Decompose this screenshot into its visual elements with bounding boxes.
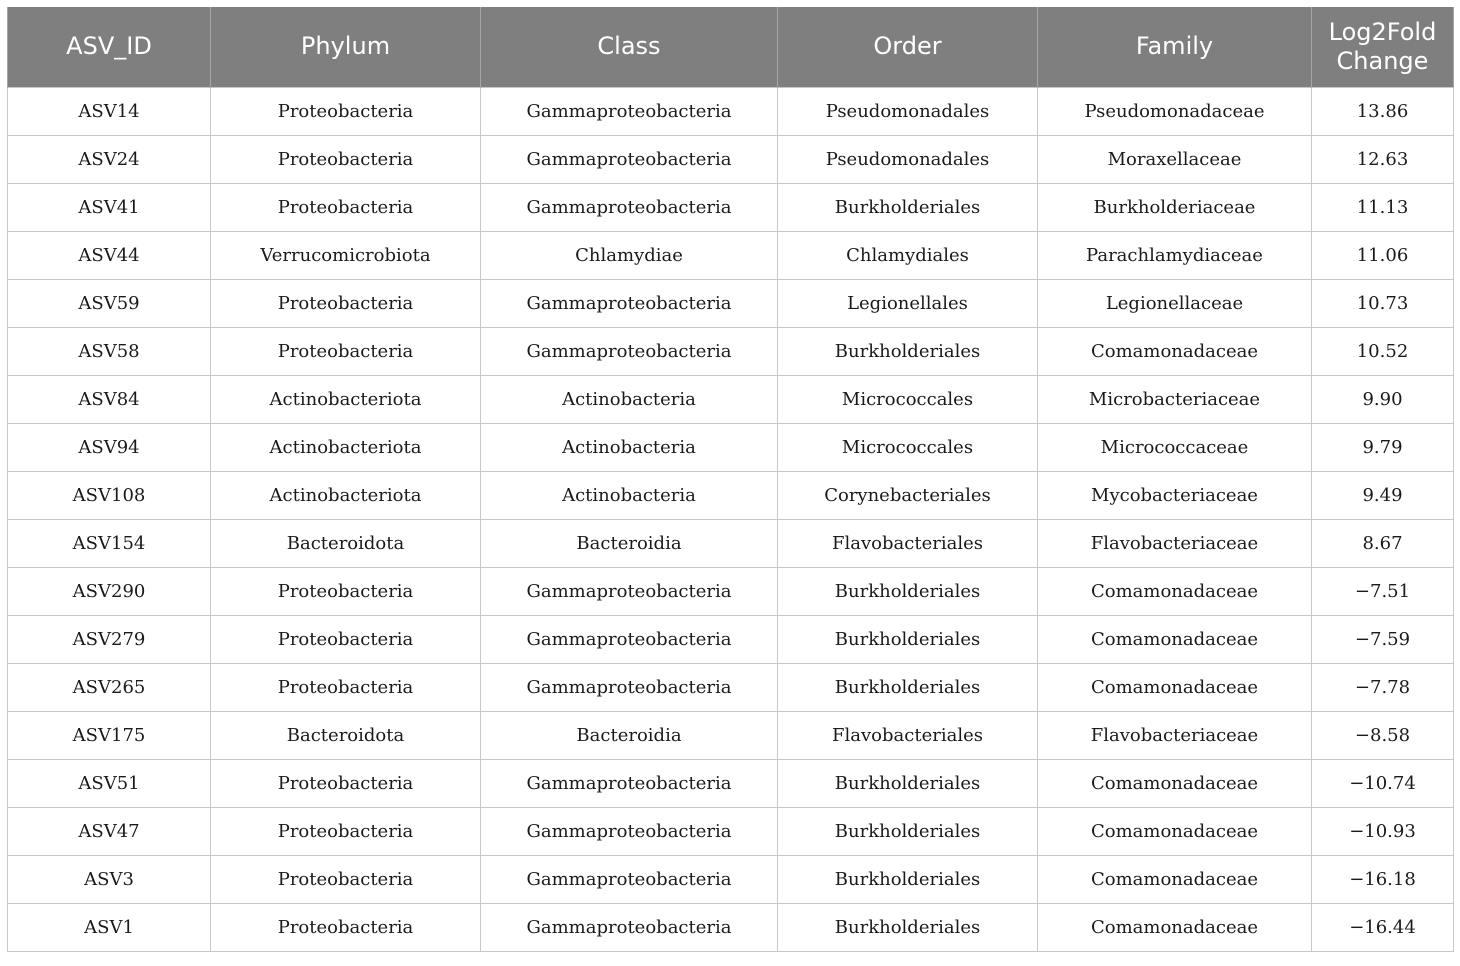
family-cell: Comamonadaceae — [1038, 663, 1312, 711]
class-cell: Actinobacteria — [481, 375, 778, 423]
table-header — [8, 7, 1454, 87]
table-body — [8, 87, 1454, 951]
asv-id-cell: ASV84 — [8, 375, 211, 423]
asv-id-cell: ASV290 — [8, 567, 211, 615]
class-cell: Actinobacteria — [481, 423, 778, 471]
class-cell: Gammaproteobacteria — [481, 759, 778, 807]
asv-id-cell: ASV59 — [8, 279, 211, 327]
log2fold-change-cell: 9.90 — [1312, 375, 1454, 423]
order-cell: Burkholderiales — [778, 183, 1038, 231]
family-cell: Comamonadaceae — [1038, 807, 1312, 855]
asv-id-cell: ASV154 — [8, 519, 211, 567]
family-cell: Flavobacteriaceae — [1038, 519, 1312, 567]
log2fold-change-cell: −16.44 — [1312, 903, 1454, 951]
class-cell: Gammaproteobacteria — [481, 327, 778, 375]
family-cell: Comamonadaceae — [1038, 855, 1312, 903]
table-row — [8, 711, 1454, 759]
log2fold-change-cell: 9.79 — [1312, 423, 1454, 471]
table-row — [8, 423, 1454, 471]
order-cell: Pseudomonadales — [778, 87, 1038, 135]
phylum-cell: Actinobacteriota — [211, 375, 481, 423]
table-row — [8, 135, 1454, 183]
family-cell: Flavobacteriaceae — [1038, 711, 1312, 759]
table-row — [8, 375, 1454, 423]
log2fold-change-cell: 10.73 — [1312, 279, 1454, 327]
phylum-cell: Proteobacteria — [211, 567, 481, 615]
asv-id-cell: ASV265 — [8, 663, 211, 711]
phylum-cell: Proteobacteria — [211, 615, 481, 663]
order-cell: Micrococcales — [778, 375, 1038, 423]
phylum-cell: Proteobacteria — [211, 135, 481, 183]
phylum-cell: Proteobacteria — [211, 807, 481, 855]
class-cell: Bacteroidia — [481, 519, 778, 567]
log2fold-change-cell: 10.52 — [1312, 327, 1454, 375]
table-row — [8, 87, 1454, 135]
log2fold-change-cell: −7.78 — [1312, 663, 1454, 711]
asv-id-cell: ASV51 — [8, 759, 211, 807]
log2fold-change-cell: 13.86 — [1312, 87, 1454, 135]
taxonomy-table — [7, 7, 1454, 952]
class-cell: Gammaproteobacteria — [481, 135, 778, 183]
phylum-cell: Proteobacteria — [211, 87, 481, 135]
phylum-cell: Bacteroidota — [211, 711, 481, 759]
log2fold-change-cell: −8.58 — [1312, 711, 1454, 759]
family-cell: Comamonadaceae — [1038, 759, 1312, 807]
class-cell: Gammaproteobacteria — [481, 279, 778, 327]
log2fold-change-cell: −7.51 — [1312, 567, 1454, 615]
phylum-cell: Actinobacteriota — [211, 471, 481, 519]
log2fold-change-cell: 11.06 — [1312, 231, 1454, 279]
header-phylum: Phylum — [211, 7, 481, 87]
log2fold-change-cell: −16.18 — [1312, 855, 1454, 903]
log2fold-change-cell: −10.93 — [1312, 807, 1454, 855]
table-row — [8, 231, 1454, 279]
order-cell: Burkholderiales — [778, 615, 1038, 663]
phylum-cell: Proteobacteria — [211, 903, 481, 951]
phylum-cell: Bacteroidota — [211, 519, 481, 567]
order-cell: Burkholderiales — [778, 327, 1038, 375]
family-cell: Comamonadaceae — [1038, 567, 1312, 615]
family-cell: Micrococcaceae — [1038, 423, 1312, 471]
phylum-cell: Proteobacteria — [211, 279, 481, 327]
log2fold-change-cell: 11.13 — [1312, 183, 1454, 231]
order-cell: Flavobacteriales — [778, 519, 1038, 567]
log2fold-change-cell: 9.49 — [1312, 471, 1454, 519]
order-cell: Chlamydiales — [778, 231, 1038, 279]
asv-id-cell: ASV279 — [8, 615, 211, 663]
class-cell: Gammaproteobacteria — [481, 87, 778, 135]
family-cell: Microbacteriaceae — [1038, 375, 1312, 423]
order-cell: Burkholderiales — [778, 807, 1038, 855]
order-cell: Corynebacteriales — [778, 471, 1038, 519]
phylum-cell: Proteobacteria — [211, 183, 481, 231]
asv-id-cell: ASV24 — [8, 135, 211, 183]
log2fold-change-cell: 12.63 — [1312, 135, 1454, 183]
family-cell: Moraxellaceae — [1038, 135, 1312, 183]
table-row — [8, 471, 1454, 519]
family-cell: Legionellaceae — [1038, 279, 1312, 327]
asv-id-cell: ASV1 — [8, 903, 211, 951]
order-cell: Burkholderiales — [778, 663, 1038, 711]
log2fold-change-cell: −7.59 — [1312, 615, 1454, 663]
header-row — [8, 7, 1454, 87]
table-row — [8, 327, 1454, 375]
asv-id-cell: ASV108 — [8, 471, 211, 519]
asv-id-cell: ASV3 — [8, 855, 211, 903]
taxonomy-table-container — [7, 7, 1453, 952]
log2fold-change-cell: −10.74 — [1312, 759, 1454, 807]
table-row — [8, 807, 1454, 855]
phylum-cell: Proteobacteria — [211, 855, 481, 903]
phylum-cell: Actinobacteriota — [211, 423, 481, 471]
order-cell: Burkholderiales — [778, 855, 1038, 903]
family-cell: Burkholderiaceae — [1038, 183, 1312, 231]
class-cell: Bacteroidia — [481, 711, 778, 759]
class-cell: Gammaproteobacteria — [481, 903, 778, 951]
asv-id-cell: ASV41 — [8, 183, 211, 231]
phylum-cell: Proteobacteria — [211, 327, 481, 375]
asv-id-cell: ASV94 — [8, 423, 211, 471]
table-row — [8, 759, 1454, 807]
header-family: Family — [1038, 7, 1312, 87]
asv-id-cell: ASV175 — [8, 711, 211, 759]
order-cell: Flavobacteriales — [778, 711, 1038, 759]
log2fold-change-cell: 8.67 — [1312, 519, 1454, 567]
class-cell: Gammaproteobacteria — [481, 855, 778, 903]
class-cell: Gammaproteobacteria — [481, 807, 778, 855]
family-cell: Parachlamydiaceae — [1038, 231, 1312, 279]
table-row — [8, 567, 1454, 615]
phylum-cell: Proteobacteria — [211, 663, 481, 711]
class-cell: Gammaproteobacteria — [481, 663, 778, 711]
family-cell: Comamonadaceae — [1038, 903, 1312, 951]
family-cell: Comamonadaceae — [1038, 327, 1312, 375]
phylum-cell: Verrucomicrobiota — [211, 231, 481, 279]
header-order: Order — [778, 7, 1038, 87]
family-cell: Pseudomonadaceae — [1038, 87, 1312, 135]
order-cell: Burkholderiales — [778, 759, 1038, 807]
asv-id-cell: ASV44 — [8, 231, 211, 279]
table-row — [8, 903, 1454, 951]
asv-id-cell: ASV47 — [8, 807, 211, 855]
header-asv-id: ASV_ID — [8, 7, 211, 87]
table-row — [8, 615, 1454, 663]
order-cell: Burkholderiales — [778, 567, 1038, 615]
family-cell: Comamonadaceae — [1038, 615, 1312, 663]
table-row — [8, 279, 1454, 327]
header-log2fold-change — [1312, 7, 1454, 87]
header-log2fold-line2: Change — [1336, 46, 1429, 75]
class-cell: Gammaproteobacteria — [481, 567, 778, 615]
class-cell: Actinobacteria — [481, 471, 778, 519]
class-cell: Chlamydiae — [481, 231, 778, 279]
asv-id-cell: ASV14 — [8, 87, 211, 135]
order-cell: Micrococcales — [778, 423, 1038, 471]
table-row — [8, 855, 1454, 903]
order-cell: Pseudomonadales — [778, 135, 1038, 183]
table-row — [8, 183, 1454, 231]
table-row — [8, 519, 1454, 567]
header-class: Class — [481, 7, 778, 87]
order-cell: Legionellales — [778, 279, 1038, 327]
family-cell: Mycobacteriaceae — [1038, 471, 1312, 519]
order-cell: Burkholderiales — [778, 903, 1038, 951]
table-row — [8, 663, 1454, 711]
phylum-cell: Proteobacteria — [211, 759, 481, 807]
header-log2fold-line1: Log2Fold — [1328, 17, 1437, 46]
class-cell: Gammaproteobacteria — [481, 615, 778, 663]
asv-id-cell: ASV58 — [8, 327, 211, 375]
class-cell: Gammaproteobacteria — [481, 183, 778, 231]
